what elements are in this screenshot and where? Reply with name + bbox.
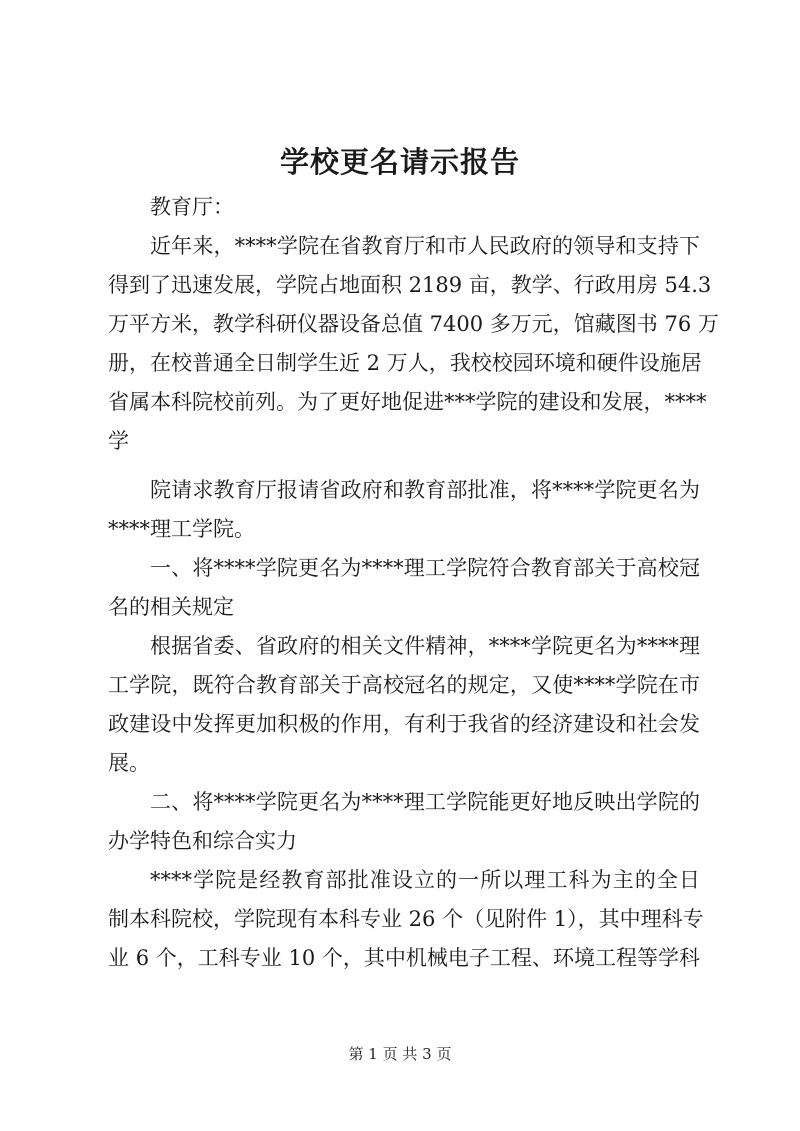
body-line: 近年来，****学院在省教育厅和市人民政府的领导和支持下 — [150, 234, 700, 258]
body-line: 教育厅： — [150, 195, 234, 219]
body-line: 学 — [108, 429, 129, 453]
section-heading-line: 名的相关规定 — [108, 595, 234, 619]
body-line: 万平方米，教学科研仪器设备总值 7400 多万元，馆藏图书 76 万 — [108, 312, 719, 336]
body-line: 院请求教育厅报请省政府和教育部批准，将****学院更名为 — [150, 478, 700, 502]
body-line: 册，在校普通全日制学生近 2 万人，我校校园环境和硬件设施居 — [108, 351, 702, 375]
page-footer: 第 1 页 共 3 页 — [348, 1045, 452, 1063]
section-heading-line: 二、将****学院更名为****理工学院能更好地反映出学院的 — [150, 790, 700, 814]
body-line: ****理工学院。 — [108, 517, 255, 541]
body-line: 政建设中发挥更加积极的作用，有利于我省的经济建设和社会发 — [108, 712, 700, 736]
body-line: 工学院，既符合教育部关于高校冠名的规定，又使****学院在市 — [108, 673, 700, 697]
body-line: 制本科院校，学院现有本科专业 26 个（见附件 1），其中理科专 — [108, 907, 704, 931]
body-line: 根据省委、省政府的相关文件精神，****学院更名为****理 — [150, 634, 700, 658]
section-heading-line: 办学特色和综合实力 — [108, 829, 297, 853]
body-line: 展。 — [108, 751, 150, 775]
section-heading-line: 一、将****学院更名为****理工学院符合教育部关于高校冠 — [150, 556, 700, 580]
body-line: ****学院是经教育部批准设立的一所以理工科为主的全日 — [150, 868, 700, 892]
body-line: 省属本科院校前列。为了更好地促进***学院的建设和发展，**** — [108, 390, 707, 414]
body-line: 得到了迅速发展，学院占地面积 2189 亩，教学、行政用房 54.3 — [108, 273, 712, 297]
document-title: 学校更名请示报告 — [279, 145, 520, 179]
document-body — [108, 188, 719, 978]
body-line: 业 6 个，工科专业 10 个，其中机械电子工程、环境工程等学科 — [108, 946, 700, 970]
